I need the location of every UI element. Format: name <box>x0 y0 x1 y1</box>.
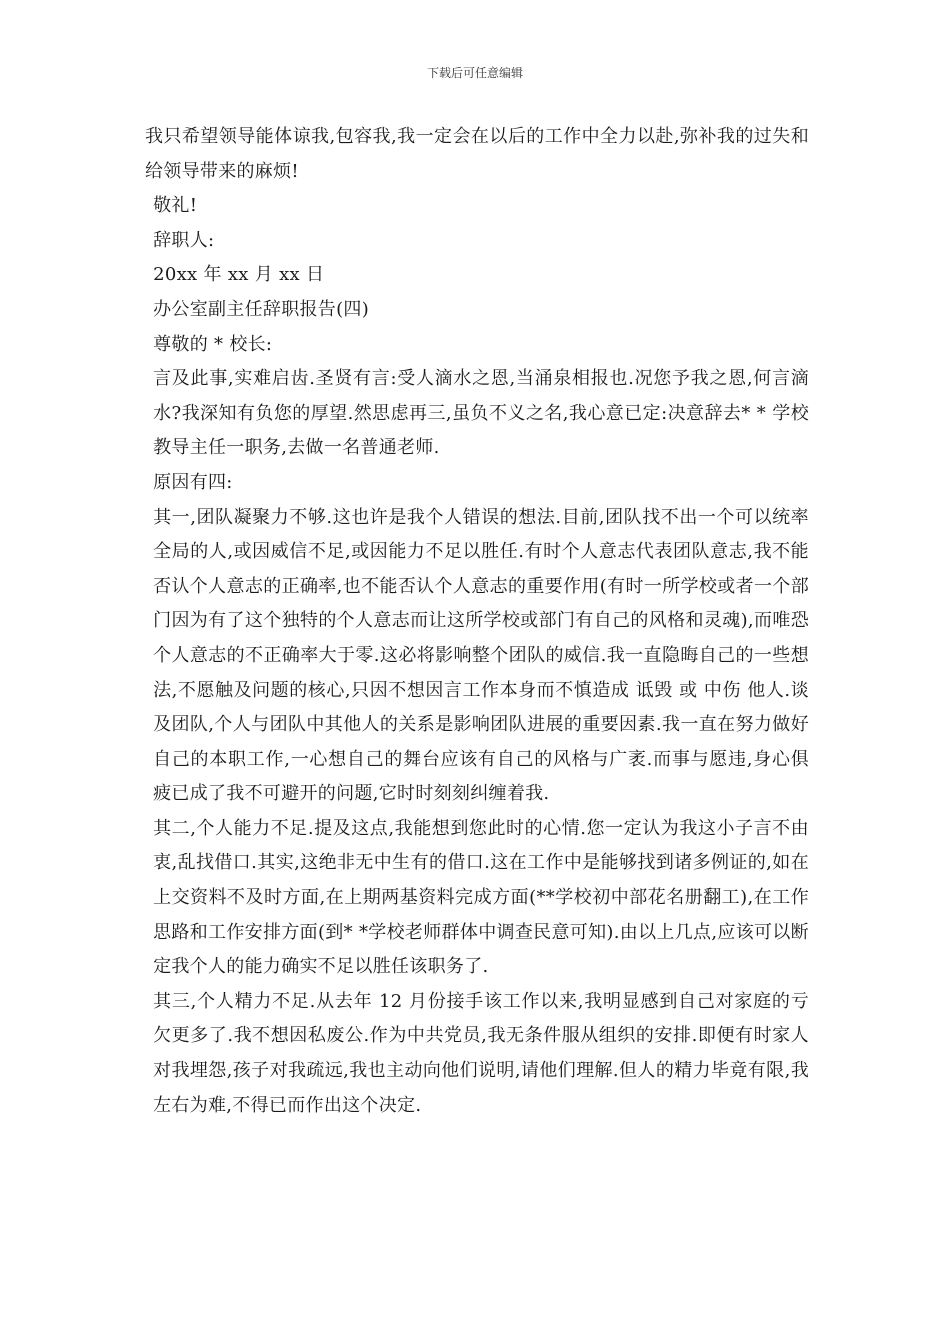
paragraph: 其二,个人能力不足.提及这点,我能想到您此时的心情.您一定认为我这小子言不由衷,乱找借口.其实,这绝非无中生有的借口.这在工作中是能够找到诸多例证的,如在上交资料不及时方面,在上期两基资料完成方面(**学校初中部花名册翻工),在工作思路和工作安排方面(到* *学校老师群体中调查民意可知).由以上几点,应该可以断定我个人的能力确实不足以胜任该职务了. <box>153 817 809 978</box>
paragraph: 其一,团队凝聚力不够.这也许是我个人错误的想法.目前,团队找不出一个可以统率全局的人,或因威信不足,或因能力不足以胜任.有时个人意志代表团队意志,我不能否认个人意志的正确率,也不能否认个人意志的重要作用(有时一所学校或者一个部门因为有了这个独特的个人意志而让这所学校或部门有自己的风格和灵魂),而唯恐个人意志的不正确率大于零.这必将影响整个团队的威信.我一直隐晦自己的一些想法,不愿触及问题的核心,只因不想因言工作本身而不慎造成 诋毁 或 中伤 他人.谈及团队,个人与团队中其他人的关系是影响团队进展的重要因素.我一直在努力做好自己的本职工作,一心想自己的舞台应该有自己的风格与广袤.而事与愿违,身心俱疲已成了我不可避开的问题,它时时刻刻纠缠着我. <box>153 506 809 805</box>
paragraph: 言及此事,实难启齿.圣贤有言:受人滴水之恩,当涌泉相报也.况您予我之恩,何言滴水?我深知有负您的厚望.然思虑再三,虽负不义之名,我心意已定:决意辞去* * 学校教导主任一职务,去做一名普通老师. <box>153 368 809 459</box>
paragraph: 原因有四: <box>153 471 233 493</box>
paragraph: 我只希望领导能体谅我,包容我,我一定会在以后的工作中全力以赴,弥补我的过失和给领导带来的麻烦! <box>145 126 809 182</box>
paragraph: 其三,个人精力不足.从去年 12 月份接手该工作以来,我明显感到自己对家庭的亏欠更多了.我不想因私废公.作为中共党员,我无条件服从组织的安排.即便有时家人对我埋怨,孩子对我疏远,我也主动向他们说明,请他们理解.但人的精力毕竟有限,我左右为难,不得已而作出这个决定. <box>153 990 809 1116</box>
date-line: 20xx 年 xx 月 xx 日 <box>153 264 325 286</box>
page-header: 下载后可任意编辑 <box>426 66 523 80</box>
signature-label: 辞职人: <box>153 229 215 251</box>
letter-body <box>145 120 809 1123</box>
salutation-closing: 敬礼! <box>153 195 198 217</box>
greeting: 尊敬的 * 校长: <box>153 333 273 355</box>
section-title: 办公室副主任辞职报告(四) <box>153 298 370 320</box>
